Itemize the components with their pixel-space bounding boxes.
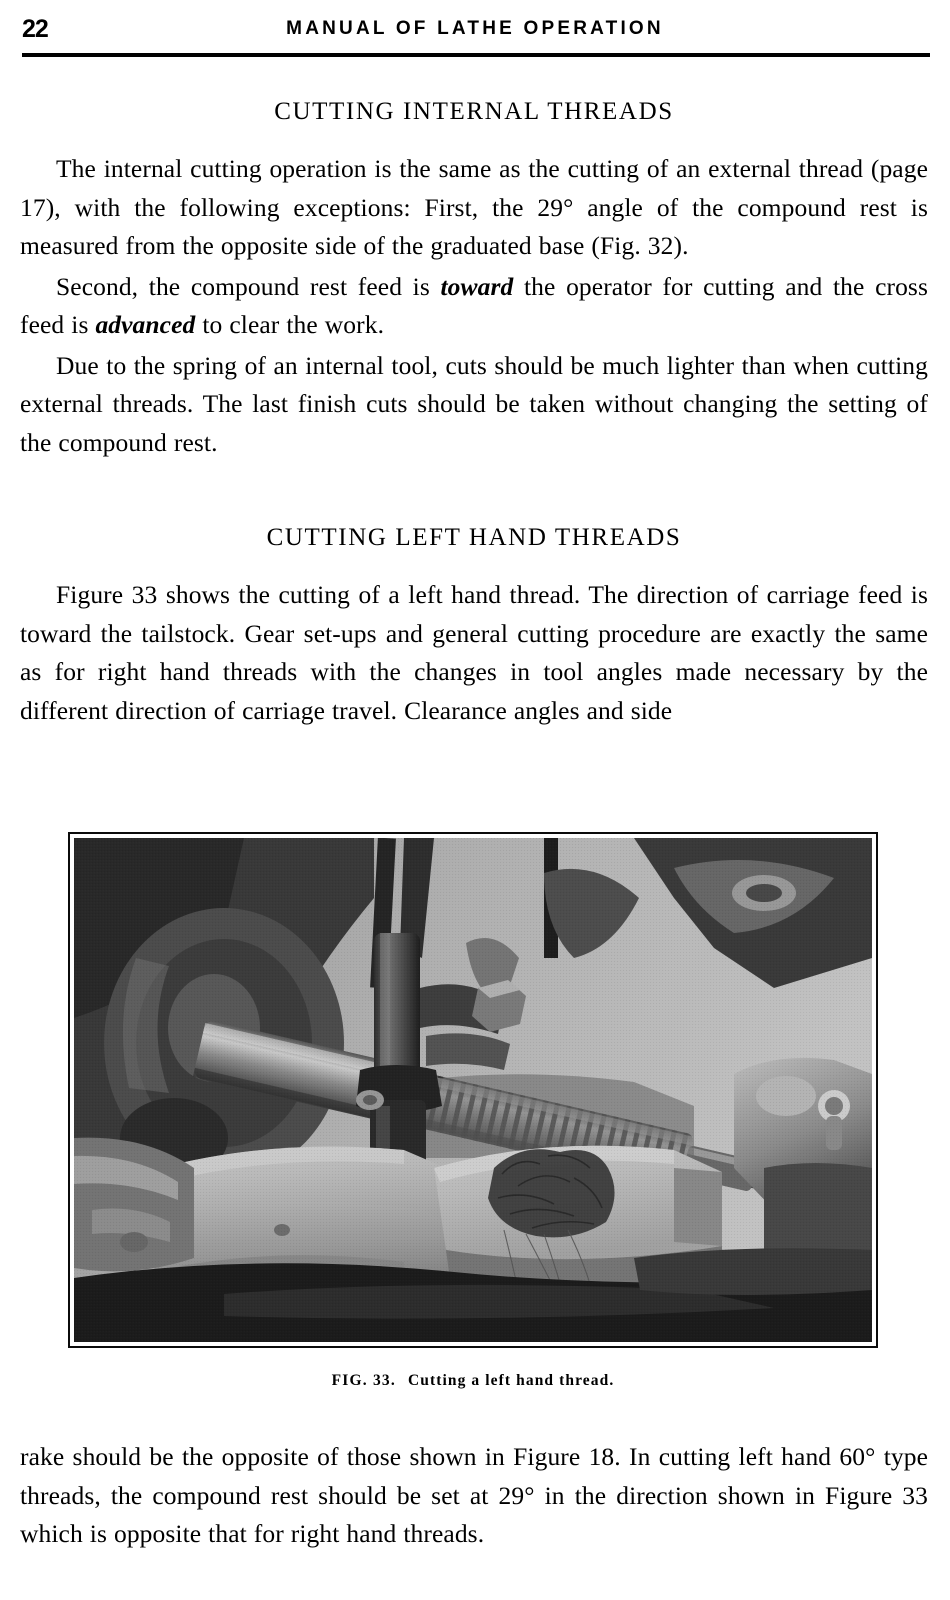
paragraph-left-hand-1 bbox=[20, 576, 928, 730]
emphasis-advanced: advanced bbox=[95, 310, 196, 339]
emphasis-toward: toward bbox=[440, 271, 514, 301]
photograph-image bbox=[74, 838, 872, 1342]
running-head-title: MANUAL OF LATHE OPERATION bbox=[286, 18, 664, 39]
text-column bbox=[20, 90, 928, 730]
figure-caption-text: Cutting a left hand thread. bbox=[407, 1372, 615, 1389]
bottom-text-column bbox=[20, 1438, 928, 1554]
photograph bbox=[74, 838, 872, 1342]
paragraph-internal-2 bbox=[20, 268, 928, 345]
paragraph-text-part-2: the operator for cutting and the cross feed is bbox=[20, 271, 928, 339]
running-head bbox=[20, 14, 930, 48]
paragraph-text: rake should be the opposite of those shown in Figure 18. In cutting left hand 60° type threads, the compound rest should be set at 29° in the direction shown in Figure 33 which is opposite that for right hand threads. bbox=[20, 1442, 928, 1548]
section-heading-internal-threads: CUTTING INTERNAL THREADS bbox=[274, 98, 674, 125]
figure-caption bbox=[68, 1372, 878, 1390]
photograph-frame bbox=[68, 832, 878, 1348]
page-number: 22 bbox=[22, 15, 48, 43]
paragraph-internal-1 bbox=[20, 150, 928, 266]
header-rule bbox=[22, 53, 930, 57]
section-heading-left-hand-threads: CUTTING LEFT HAND THREADS bbox=[266, 524, 682, 551]
paragraph-text: The internal cutting operation is the same as the cutting of an external thread (page 17), with the following exceptions: First, the 29° angle of the compound rest is measured from the opposite side of the graduated base (Fig. 32). bbox=[20, 154, 928, 260]
figure-caption-label: FIG. 33. bbox=[331, 1372, 396, 1389]
paragraph-text: Due to the spring of an internal tool, cuts should be much lighter than when cutting external threads. The last finish cuts should be taken without changing the setting of the compound rest. bbox=[20, 350, 928, 457]
figure-33 bbox=[68, 832, 878, 1390]
paragraph-text: Figure 33 shows the cutting of a left hand thread. The direction of carriage feed is toward the tailstock. Gear set-ups and general cutting procedure are exactly the same as for right hand threads with the changes in tool angles made necessary by the different direction of carriage travel. Clearance angles and side bbox=[20, 580, 928, 725]
paragraph-internal-3 bbox=[20, 347, 928, 463]
paragraph-continued bbox=[20, 1438, 928, 1554]
paragraph-text-part-1: Second, the compound rest feed is bbox=[56, 271, 441, 301]
paragraph-text-part-3: to clear the work. bbox=[195, 310, 385, 339]
